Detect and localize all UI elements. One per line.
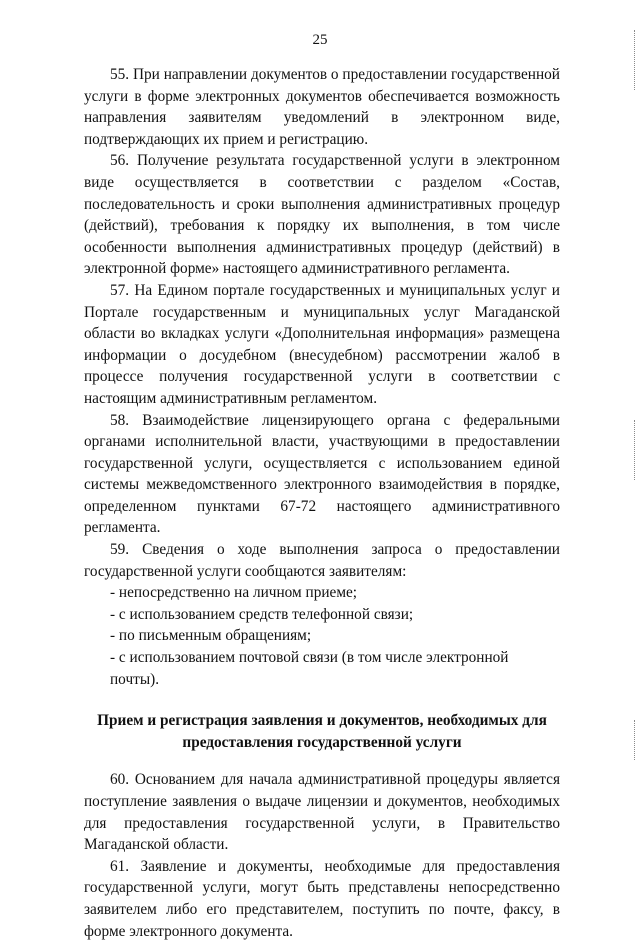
section-heading: Прием и регистрация заявления и документов, необходимых для предоставления государственной услуги <box>97 712 547 751</box>
contact-methods-list <box>84 582 560 690</box>
scan-edge-mark <box>634 420 636 480</box>
document-body <box>84 64 560 942</box>
paragraph-57: 57. На Едином портале государственных и муниципальных услуг и Портале государственным и муниципальных услуг Магаданской области во вкладках услуги «Дополнительная информация» размещена информации о досудебном (внесудебном) рассмотрении жалоб в процессе получения государственной услуги в соответствии с настоящим административным регламентом. <box>84 281 560 407</box>
list-item: - с использованием средств телефонной связи; <box>110 605 414 623</box>
paragraph-59: 59. Сведения о ходе выполнения запроса о предоставлении государственной услуги сообщаются заявителям: <box>84 541 560 580</box>
scan-edge-mark <box>634 720 636 760</box>
paragraph-60: 60. Основанием для начала административной процедуры является поступление заявления о выдаче лицензии и документов, необходимых для предоставления государственной услуги, в Правительство Магаданской области. <box>84 771 560 854</box>
list-item: - по письменным обращениям; <box>110 627 312 645</box>
scan-edge-mark <box>634 30 636 90</box>
paragraph-58: 58. Взаимодействие лицензирующего органа с федеральными органами исполнительной власти, участвующими в предоставлении государственной услуги, осуществляется с использованием единой системы межведомственного электронного взаимодействия в порядке, определенном пунктами 67-72 настоящего административного регламента. <box>84 411 560 537</box>
paragraph-56: 56. Получение результата государственной услуги в электронном виде осуществляется в соответствии с разделом «Состав, последовательность и сроки выполнения административных процедур (действий), требования к порядку их выполнения, в том числе особенности выполнения административных процедур (действий) в электронной форме» настоящего административного регламента. <box>84 152 560 278</box>
page-number: 25 <box>312 32 328 48</box>
list-item: - непосредственно на личном приеме; <box>110 584 358 602</box>
paragraph-61: 61. Заявление и документы, необходимые для предоставления государственной услуги, могут быть представлены непосредственно заявителем либо его представителем, поступить по почте, факсу, в форме электронного документа. <box>84 857 560 940</box>
paragraph-55: 55. При направлении документов о предоставлении государственной услуги в форме электронных документов обеспечивается возможность направления заявителям уведомлений в электронном виде, подтверждающих их прием и регистрацию. <box>84 66 560 148</box>
list-item: - с использованием почтовой связи (в том числе электронной почты). <box>110 649 509 688</box>
